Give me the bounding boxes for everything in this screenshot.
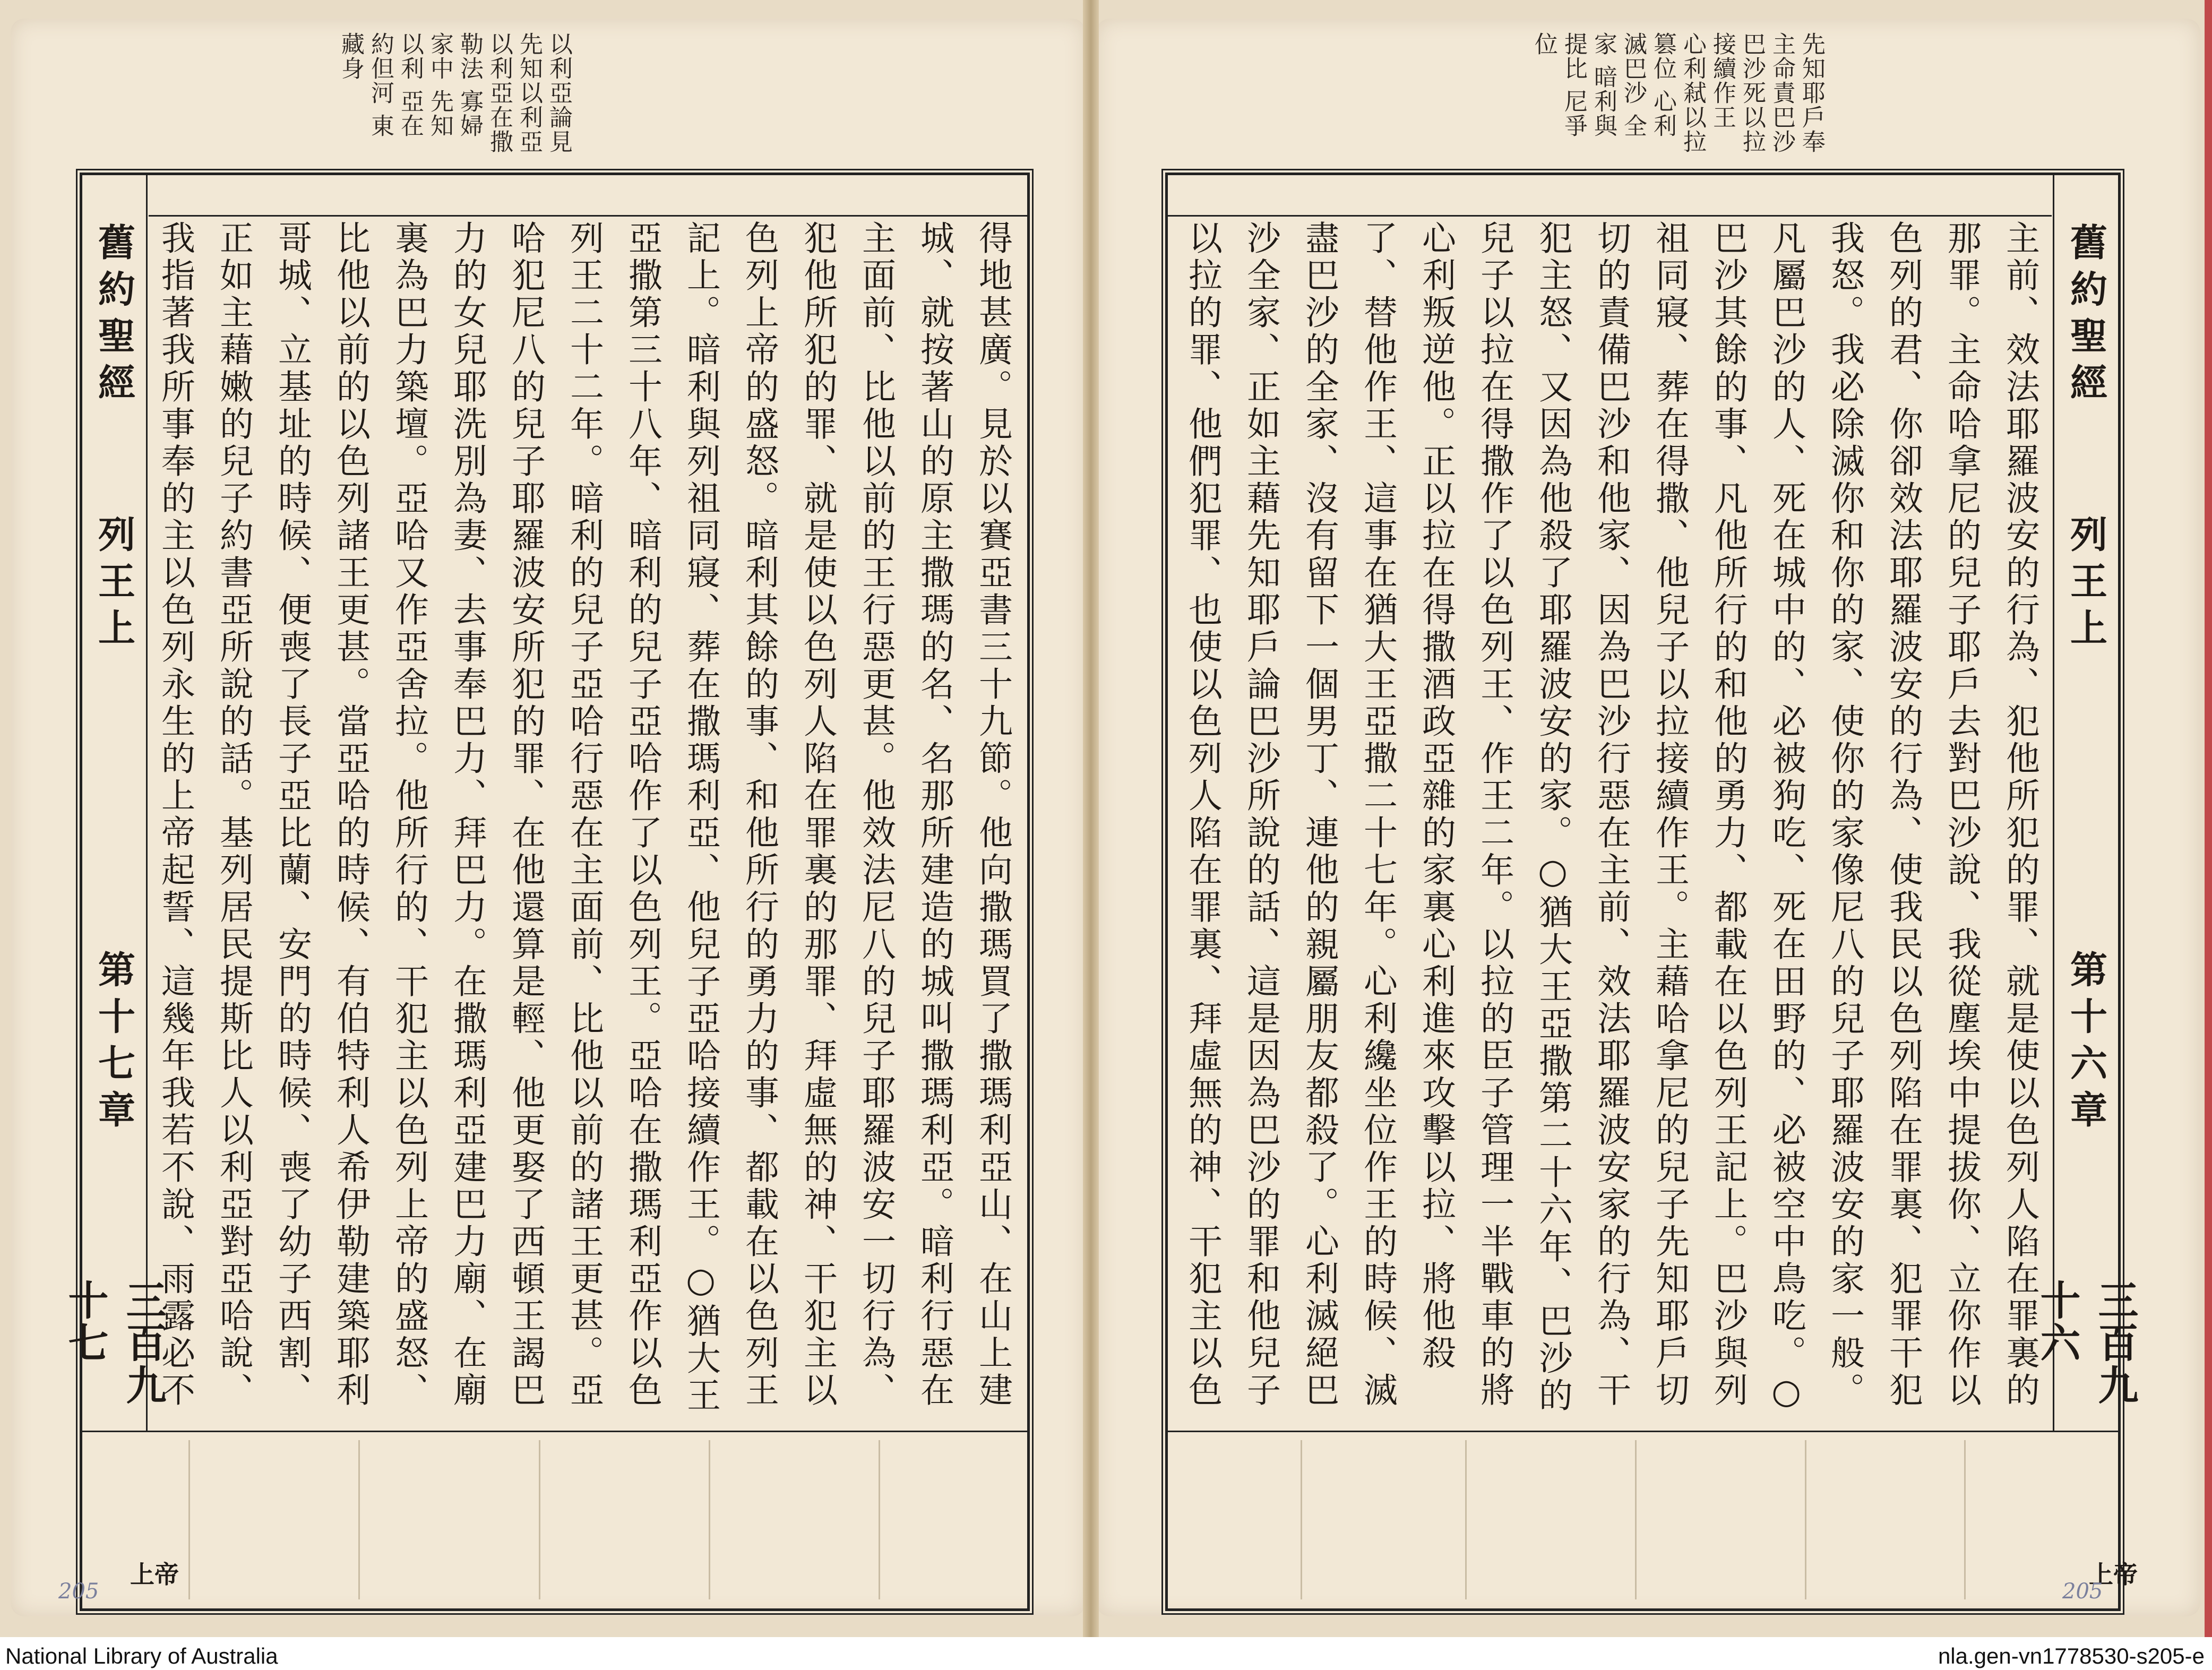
margin-ref: 寡婦家中 bbox=[426, 32, 483, 138]
page-number: 三百九十七 bbox=[62, 1279, 167, 1407]
note-rule bbox=[539, 1440, 540, 1599]
scripture-text: 得地甚廣。見於以賽亞書三十九節。他向撒瑪買了撒瑪利亞山、在山上建城、就按著山的原主撒瑪的名、名那所建造的城叫撒瑪利亞。暗利行惡在主面前、比他以前的王行惡更甚。他效法尼八的兒子耶羅波安一切行為、犯他所犯的罪、就是使以色列人陷在罪裏的那罪、拜虛無的神、干犯主以色列上帝的盛怒。暗利其餘的事、和他所行的勇力的事、都載在以色列王記上。暗利與列祖同寢、葬在撒瑪利亞、他兒子亞哈接續作王。○猶大王亞撒第三十八年、暗利的兒子亞哈作了以色列王。亞哈在撒瑪利亞作以色列王二十二年。暗利的兒子亞哈行惡在主面前、比他以前的諸王更甚。亞哈犯尼八的兒子耶羅波安所犯的罪、在他還算是輕、他更娶了西頓王謁巴力的女兒耶洗別為妻、去事奉巴力、拜巴力。在撒瑪利亞建巴力廟、在廟裏為巴力築壇。亞哈又作亞舍拉。他所行的、干犯主以色列上帝的盛怒、比他以前的以色列諸王更甚。當亞哈的時候、有伯特利人希伊勒建築耶利哥城、立基址的時候、便喪了長子亞比蘭、安門的時候、喪了幼子西割、正如主藉嫩的兒子約書亞所說的話。基列居民提斯比人以利亞對亞哈說、我指著我所事奉的主以色列永生的上帝起誓、這幾年我若不說、雨露必不 bbox=[156, 220, 1012, 1415]
pencil-page-number: 205 bbox=[58, 1579, 99, 1604]
margin-ref: 先知以利亞 bbox=[515, 32, 543, 154]
chapter-label: 第十六章 bbox=[2064, 950, 2108, 1137]
right-text-frame bbox=[1165, 173, 2139, 1611]
margin-ref: 以利亞在撒勒法 bbox=[456, 32, 513, 154]
right-margin-references bbox=[1189, 32, 1826, 159]
cross-reference-band bbox=[1168, 1431, 2118, 1610]
note-rule bbox=[1964, 1440, 1966, 1599]
pencil-page-number: 205 bbox=[2062, 1579, 2103, 1604]
note-rule bbox=[188, 1440, 190, 1599]
margin-ref: 心利滅巴沙 bbox=[1620, 32, 1676, 138]
margin-ref: 全家 bbox=[1590, 32, 1647, 138]
margin-ref: 亞在約但河 bbox=[367, 32, 424, 138]
note-rule bbox=[879, 1440, 880, 1599]
note-rule bbox=[358, 1440, 360, 1599]
left-margin-references bbox=[244, 32, 573, 159]
note-rule bbox=[1301, 1440, 1302, 1599]
margin-ref: 主命責巴沙 bbox=[1768, 32, 1795, 154]
scripture-text: 主前、效法耶羅波安的行為、犯他所犯的罪、就是使以色列人陷在罪裏的那罪。主命哈拿尼的兒子耶戶去對巴沙說、我從塵埃中提拔你、立你作以色列的君、你卻效法耶羅波安的行為、使我民以色列陷在罪裏、犯罪干犯我怒。我必除滅你和你的家、使你的家像尼八的兒子耶羅波安的家一般。凡屬巴沙的人、死在城中的、必被狗吃、死在田野的、必被空中鳥吃。○巴沙其餘的事、凡他所行的和他的勇力、都載在以色列王記上。巴沙與列祖同寢、葬在得撒、他兒子以拉接續作王。主藉哈拿尼的兒子先知耶戶切切的責備巴沙和他家、因為巴沙行惡在主前、效法耶羅波安家的行為、干犯主怒、又因為他殺了耶羅波安的家。○猶大王亞撒第二十六年、巴沙的兒子以拉在得撒作了以色列王、作王二年。以拉的臣子管理一半戰車的將心利叛逆他。正以拉在得撒酒政亞雜的家裏心利進來攻擊以拉、將他殺了、替他作王、這事在猶大王亞撒二十七年。心利纔坐位作王的時候、滅盡巴沙的全家、沒有留下一個男丁、連他的親屬朋友都殺了。心利滅絕巴沙全家、正如主藉先知耶戶論巴沙所說的話、這是因為巴沙的罪和他兒子以拉的罪、他們犯罪、也使以色列人陷在罪裏、拜虛無的神、干犯主以色 bbox=[1183, 220, 2039, 1415]
page-number: 三百九十六 bbox=[2034, 1279, 2139, 1407]
record-identifier: nla.gen-vn1778530-s205-e bbox=[1938, 1643, 2205, 1668]
margin-ref: 東藏身 bbox=[337, 32, 394, 138]
margin-ref: 心利弒以拉 bbox=[1679, 32, 1706, 154]
note-rule bbox=[1805, 1440, 1806, 1599]
margin-ref: 暗利與提比 bbox=[1560, 32, 1617, 138]
note-rule bbox=[709, 1440, 710, 1599]
chapter-label: 第十七章 bbox=[92, 950, 136, 1137]
margin-ref: 巴沙死以拉 bbox=[1738, 32, 1766, 154]
cross-reference-band bbox=[82, 1431, 1027, 1610]
margin-ref: 先知以利 bbox=[397, 32, 453, 138]
page-title: 舊約聖經 bbox=[92, 223, 136, 410]
margin-ref: 接續作王 bbox=[1709, 32, 1736, 130]
note-rule bbox=[1465, 1440, 1467, 1599]
margin-ref: 以利亞論見 bbox=[545, 32, 572, 154]
right-running-header bbox=[2034, 175, 2139, 1431]
library-credit: National Library of Australia bbox=[5, 1643, 278, 1668]
page-title: 舊約聖經 bbox=[2064, 223, 2108, 410]
book-edge bbox=[2205, 0, 2212, 1637]
verse-number-strip bbox=[1168, 175, 2052, 217]
left-footer-mark: 上帝 bbox=[130, 1560, 179, 1589]
book-name: 列王上 bbox=[92, 515, 136, 655]
book-gutter bbox=[1083, 0, 1099, 1637]
verse-number-strip bbox=[149, 175, 1027, 217]
right-footer-mark: 上帝 bbox=[2089, 1560, 2138, 1589]
book-name: 列王上 bbox=[2064, 515, 2108, 655]
left-running-header bbox=[62, 175, 167, 1431]
margin-ref: 篡位 bbox=[1649, 32, 1676, 81]
margin-ref: 尼爭位 bbox=[1530, 32, 1587, 138]
note-rule bbox=[1635, 1440, 1637, 1599]
margin-ref: 先知耶戶奉 bbox=[1798, 32, 1825, 154]
